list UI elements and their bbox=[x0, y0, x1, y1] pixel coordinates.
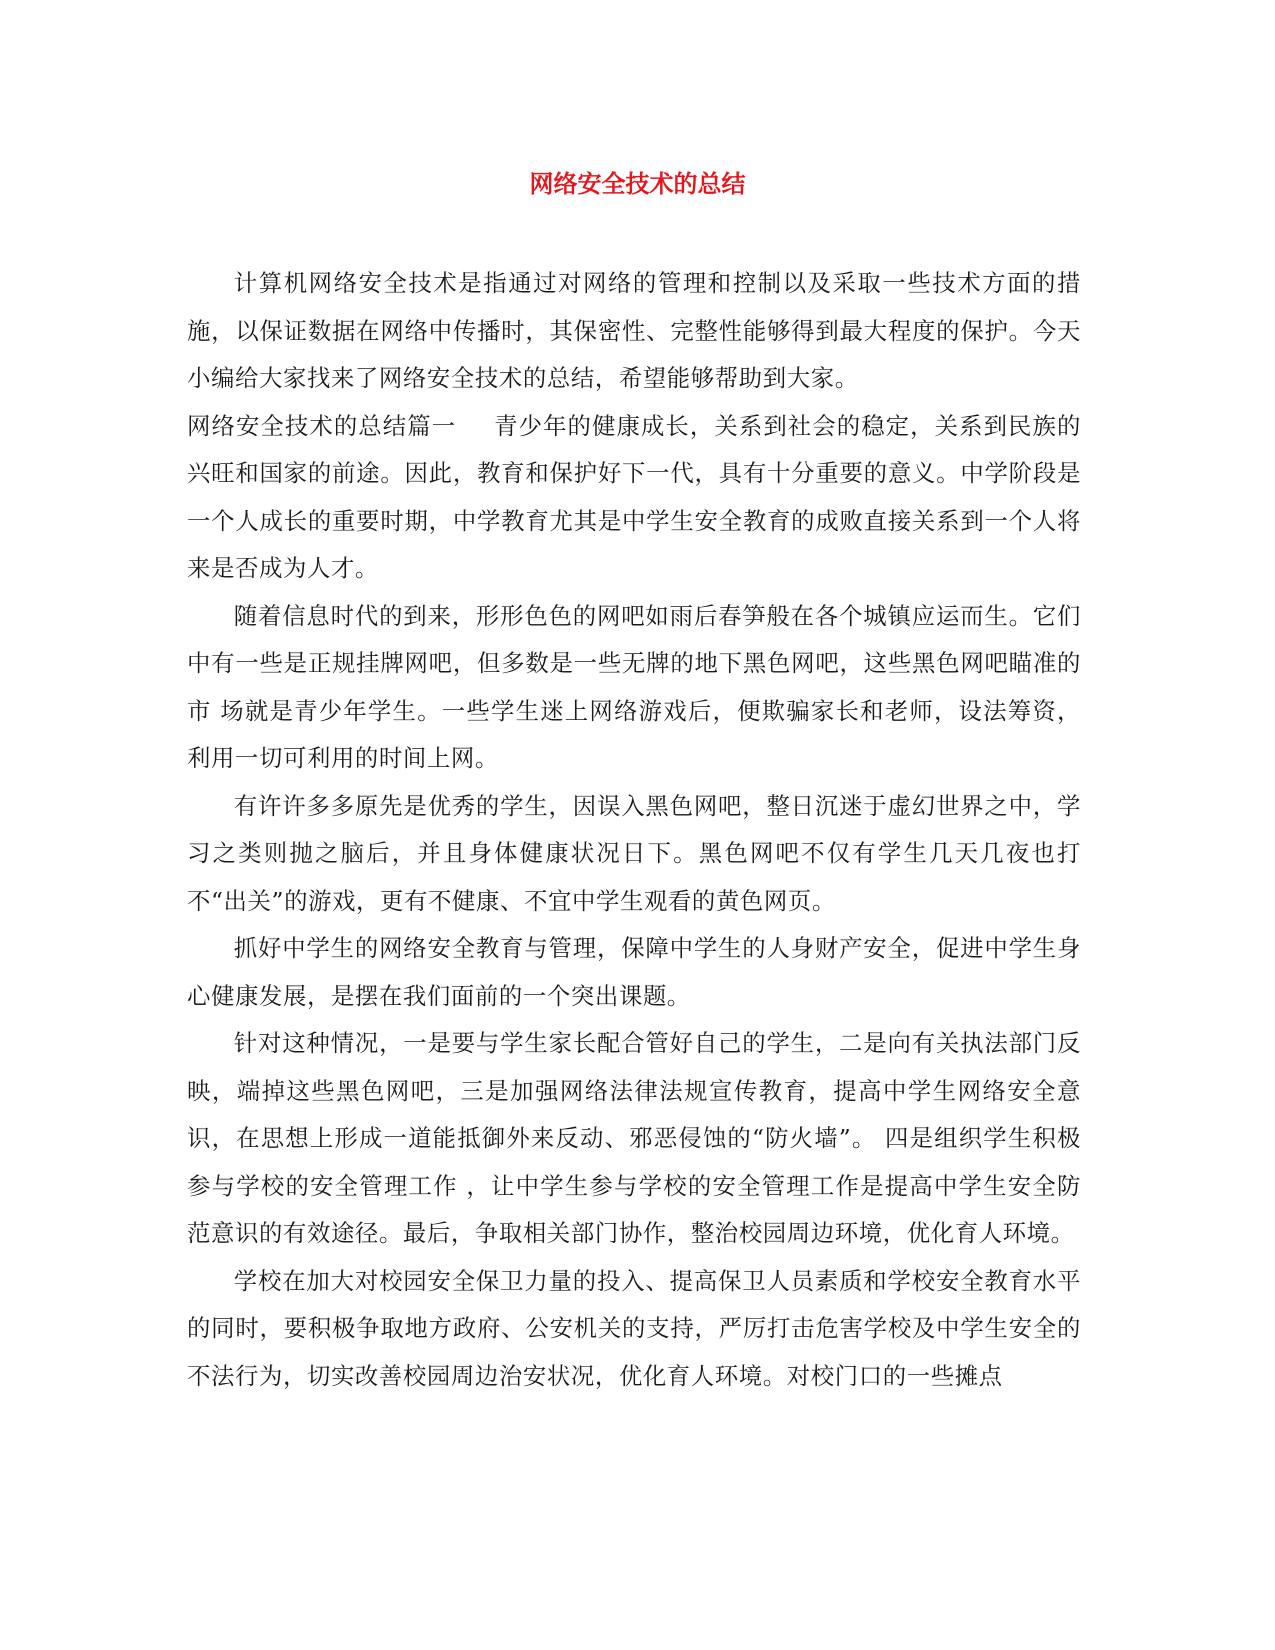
paragraph-students-addiction: 有许许多多原先是优秀的学生，因误入黑色网吧，整日沉迷于虚幻世界之中，学习之类则抛之脑后，并且身体健康状况日下。黑色网吧不仅有学生几天几夜也打不“出关”的游戏，更有不健康、不宜中学生观看的黄色网页。 bbox=[187, 791, 1081, 915]
document-title: 网络安全技术的总结 bbox=[529, 169, 746, 198]
paragraph-intro: 计算机网络安全技术是指通过对网络的管理和控制以及采取一些技术方面的措施，以保证数据在网络中传播时，其保密性、完整性能够得到最大程度的保护。今天小编给大家找来了网络安全技术的总结，希望能够帮助到大家。 bbox=[187, 269, 1081, 392]
paragraph-school-security: 学校在加大对校园安全保卫力量的投入、提高保卫人员素质和学校安全教育水平的同时，要积极争取地方政府、公安机关的支持，严厉打击危害学校及中学生安全的不法行为，切实改善校园周边治安状况，优化育人环境。对校门口的一些摊点 bbox=[187, 1266, 1081, 1390]
section-one-text: 青少年的健康成长，关系到社会的稳定，关系到民族的兴旺和国家的前途。因此，教育和保护好下一代，具有十分重要的意义。中学阶段是一个人成长的重要时期，中学教育尤其是中学生安全教育的成败直接关系到一个人将来是否成为人才。 bbox=[187, 411, 1081, 582]
paragraph-safety-education: 抓好中学生的网络安全教育与管理，保障中学生的人身财产安全，促进中学生身心健康发展，是摆在我们面前的一个突出课题。 bbox=[187, 934, 1081, 1010]
document-body bbox=[187, 260, 1081, 1400]
section-heading: 网络安全技术的总结篇一 bbox=[187, 411, 457, 440]
paragraph-internet-cafes: 随着信息时代的到来，形形色色的网吧如雨后春笋般在各个城镇应运而生。它们中有一些是正规挂牌网吧，但多数是一些无牌的地下黑色网吧，这些黑色网吧瞄准的市 场就是青少年学生。一些学生迷上网络游戏后，便欺骗家长和老师，设法筹资，利用一切可利用的时间上网。 bbox=[187, 601, 1081, 772]
paragraph-section-one bbox=[187, 403, 1081, 593]
paragraph-measures: 针对这种情况，一是要与学生家长配合管好自己的学生，二是向有关执法部门反映，端掉这些黑色网吧，三是加强网络法律法规宣传教育，提高中学生网络安全意识，在思想上形成一道能抵御外来反动、邪恶侵蚀的“防火墙”。 四是组织学生积极参与学校的安全管理工作 ，让中学生参与学校的安全管理工作是提高中学生安全防范意识的有效途径。最后，争取相关部门协作，整治校园周边环境，优化育人环境。 bbox=[187, 1029, 1081, 1247]
